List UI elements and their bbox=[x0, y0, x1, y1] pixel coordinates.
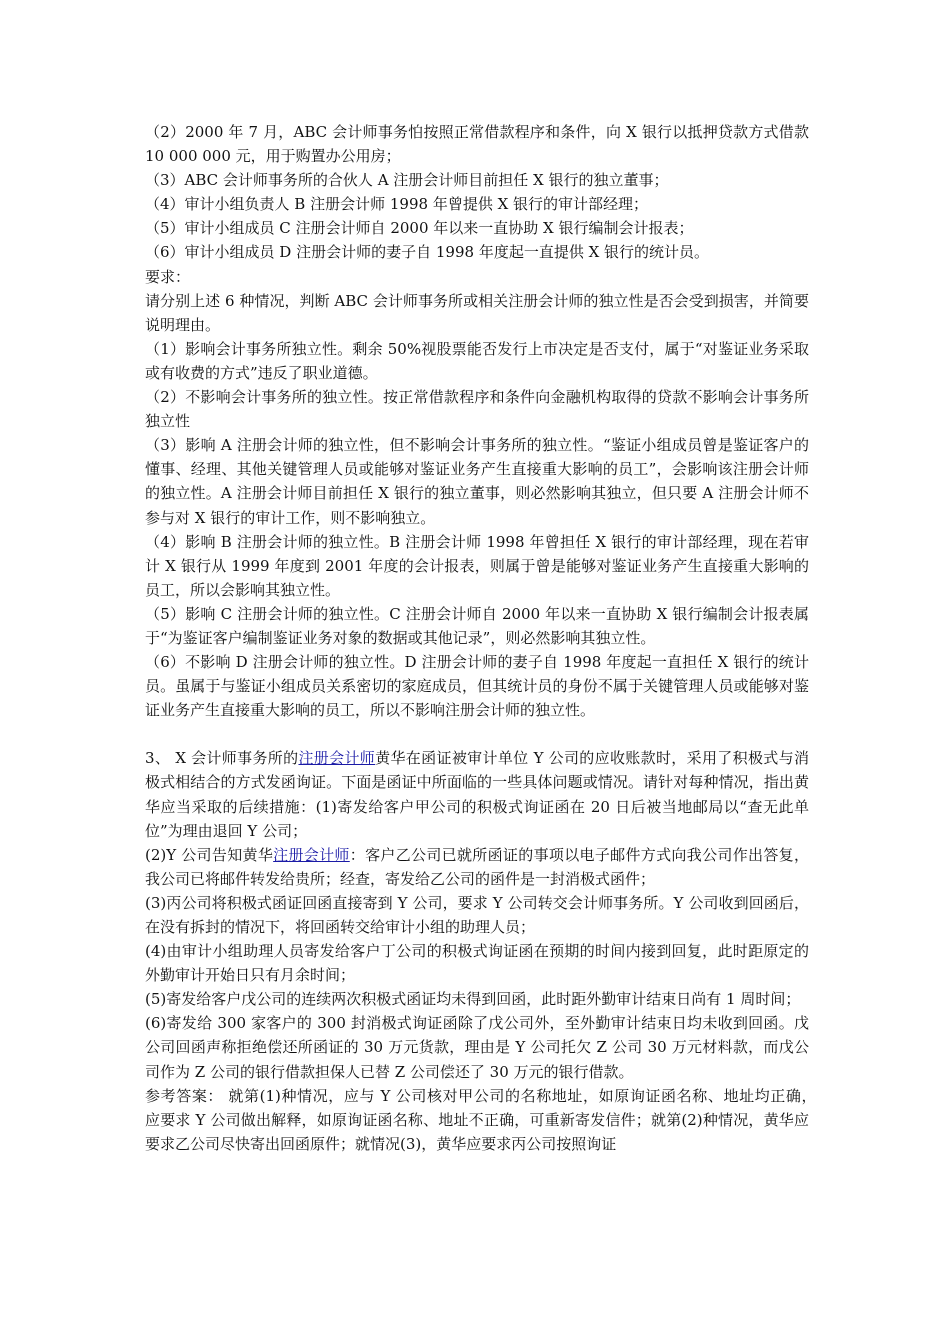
paragraph-gap bbox=[145, 722, 809, 746]
requirement-label: 要求： bbox=[145, 267, 191, 286]
item-5: （5）审计小组成员 C 注册会计师自 2000 年以来一直协助 X 银行编制会计报表； bbox=[145, 219, 694, 238]
item-4: （4）审计小组负责人 B 注册会计师 1998 年曾提供 X 银行的审计部经理； bbox=[145, 195, 649, 214]
question-3 bbox=[145, 746, 809, 842]
situation-2-intro: (2)Y 公司告知黄华 bbox=[145, 845, 274, 864]
document-body bbox=[145, 120, 825, 1156]
situation-2 bbox=[145, 843, 809, 891]
situation-6: (6)寄发给 300 家客户的 300 封消极式询证函除了戊公司外，至外勤审计结束日均未收到回函。戊公司回函声称拒绝偿还所函证的 30 万元货款，理由是 Y 公司托欠 Z 公司 30 万元材料款，而戊公司作为 Z 公司的银行借款担保人已替 Z 公司偿还了 30 万元的银行借款。 bbox=[145, 1014, 809, 1081]
question-3-body: 黄华在函证被审计单位 Y 公司的应收账款时，采用了积极式与消极式相结合的方式发函询证。下面是函证中所面临的一些具体问题或情况。请针对每种情况，指出黄华应当采取的后续措施：(1)寄发给客户甲公司的积极式询证函在 20 日后被当地邮局以“查无此单位”为理由退回 Y 公司； bbox=[145, 749, 809, 840]
situation-2-body: ：客户乙公司已就所函证的事项以电子邮件方式向我公司作出答复，我公司已将邮件转发给贵所；经查，寄发给乙公司的函件是一封消极式函件； bbox=[145, 845, 809, 888]
answer-3: （3）影响 A 注册会计师的独立性，但不影响会计事务所的独立性。“鉴证小组成员曾是鉴证客户的懂事、经理、其他关键管理人员或能够对鉴证业务产生直接重大影响的员工”，会影响该注册会计师的独立性。A 注册会计师目前担任 X 银行的独立董事，则必然影响其独立，但只要 A 注册会计师不参与对 X 银行的审计工作，则不影响独立。 bbox=[145, 436, 809, 527]
cpa-link[interactable]: 注册会计师 bbox=[298, 749, 376, 768]
question-3-intro: 3、 X 会计师事务所的 bbox=[145, 749, 299, 768]
situation-3: (3)丙公司将积极式函证回函直接寄到 Y 公司，要求 Y 公司转交会计师事务所。Y 公司收到回函后，在没有拆封的情况下，将回函转交给审计小组的助理人员； bbox=[145, 893, 809, 936]
answer-1: （1）影响会计事务所独立性。剩余 50%视股票能否发行上市决定是否支付，属于“对鉴证业务采取或有收费的方式”违反了职业道德。 bbox=[145, 339, 809, 382]
answer-4: （4）影响 B 注册会计师的独立性。B 注册会计师 1998 年曾担任 X 银行的审计部经理，现在若审计 X 银行从 1999 年度到 2001 年度的会计报表，则属于曾是能够对鉴证业务产生直接重大影响的员工，所以会影响其独立性。 bbox=[145, 532, 809, 599]
reference-answer: 参考答案： 就第(1)种情况，应与 Y 公司核对甲公司的名称地址，如原询证函名称、地址均正确， 应要求 Y 公司做出解释，如原询证函名称、地址不正确，可重新寄发信件；就第(2)种情况，黄华应要求乙公司尽快寄出回函原件；就情况(3)，黄华应要求丙公司按照询证 bbox=[145, 1086, 825, 1153]
answer-5: （5）影响 C 注册会计师的独立性。C 注册会计师自 2000 年以来一直协助 X 银行编制会计报表属于“为鉴证客户编制鉴证业务对象的数据或其他记录”，则必然影响其独立性。 bbox=[145, 604, 809, 647]
item-3: （3）ABC 会计师事务所的合伙人 A 注册会计师目前担任 X 银行的独立董事； bbox=[145, 171, 669, 190]
item-2: （2）2000 年 7 月，ABC 会计师事务怕按照正常借款程序和条件，向 X 银行以抵押贷款方式借款 10 000 000 元，用于购置办公用房； bbox=[145, 123, 809, 166]
situation-5: (5)寄发给客户戊公司的连续两次积极式函证均未得到回函，此时距外勤审计结束日尚有 1 周时间； bbox=[145, 990, 801, 1009]
answer-2: （2）不影响会计事务所的独立性。按正常借款程序和条件向金融机构取得的贷款不影响会计事务所独立性 bbox=[145, 388, 809, 431]
answer-6: （6）不影响 D 注册会计师的独立性。D 注册会计师的妻子自 1998 年度起一直担任 X 银行的统计员。虽属于与鉴证小组成员关系密切的家庭成员，但其统计员的身份不属于关键管理人员或能够对鉴证业务产生直接重大影响的员工，所以不影响注册会计师的独立性。 bbox=[145, 653, 809, 720]
cpa-link-2[interactable]: 注册会计师 bbox=[273, 845, 350, 864]
item-6: （6）审计小组成员 D 注册会计师的妻子自 1998 年度起一直提供 X 银行的统计员。 bbox=[145, 243, 710, 262]
situation-4: (4)由审计小组助理人员寄发给客户丁公司的积极式询证函在预期的时间内接到回复，此时距原定的外勤审计开始日只有月余时间； bbox=[145, 942, 809, 985]
requirement-text: 请分别上述 6 种情况，判断 ABC 会计师事务所或相关注册会计师的独立性是否会受到损害，并简要说明理由。 bbox=[145, 291, 809, 334]
